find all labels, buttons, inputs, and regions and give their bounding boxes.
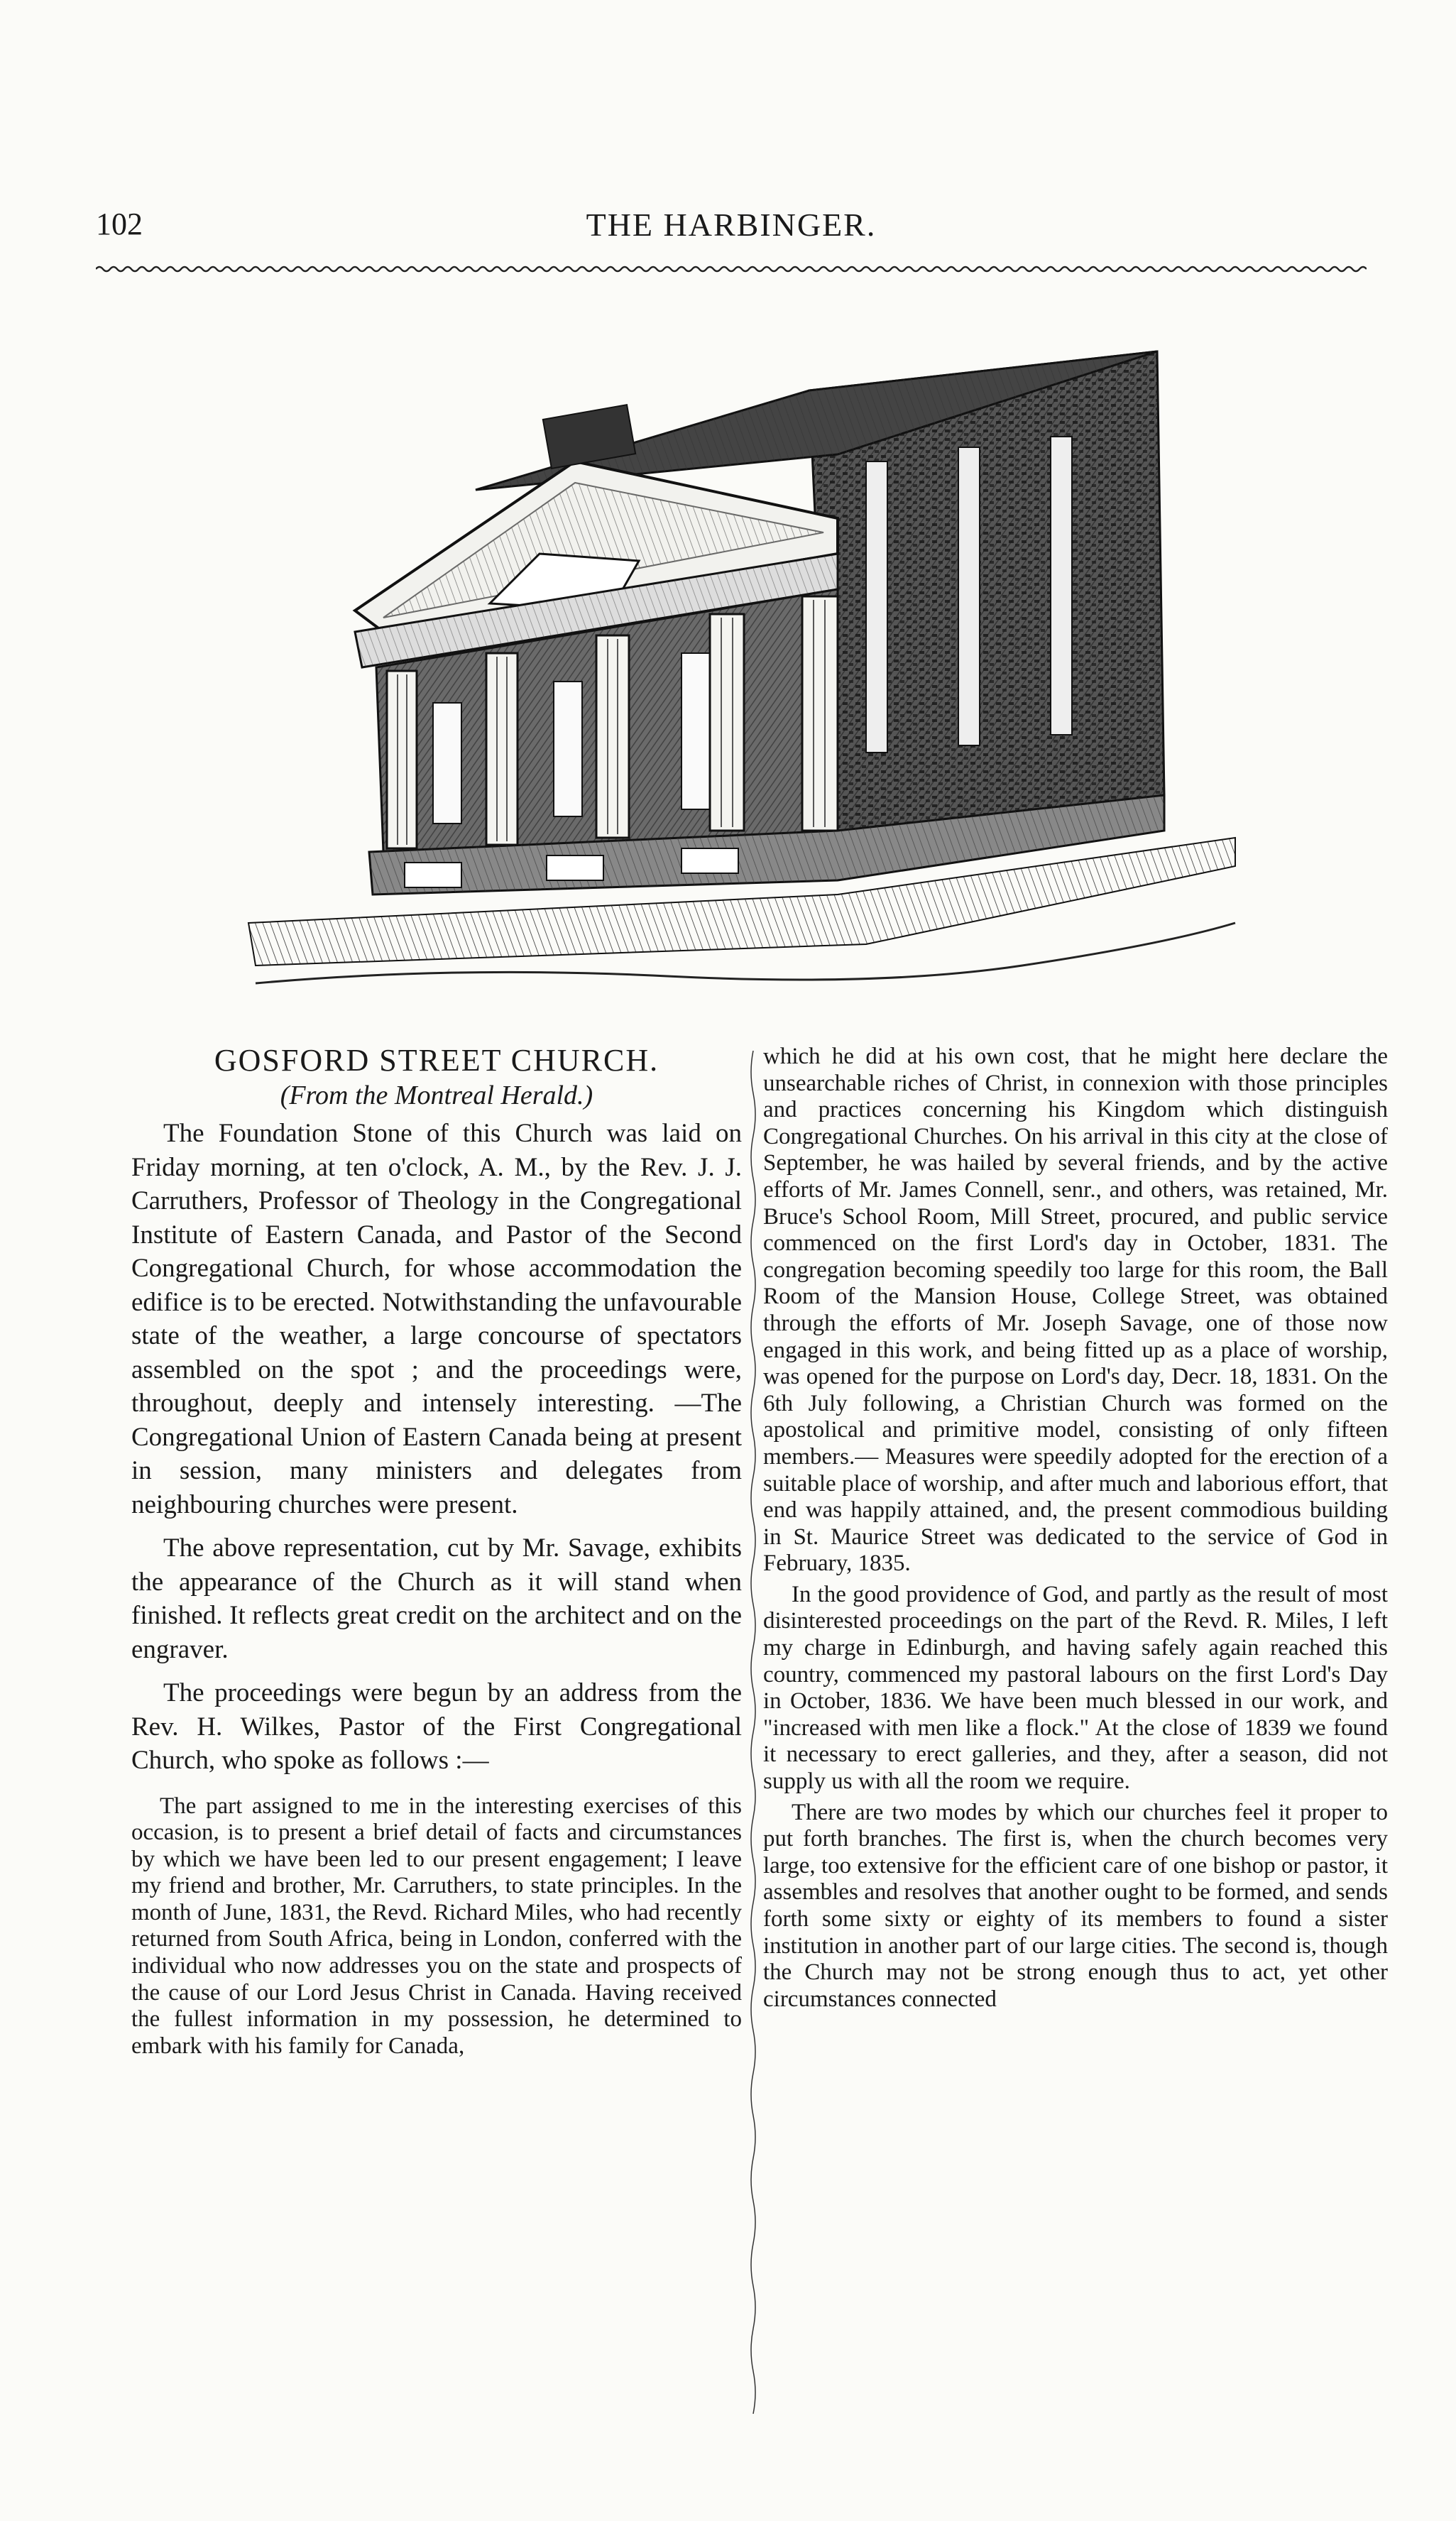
page-header bbox=[96, 206, 1367, 248]
article-paragraph: which he did at his own cost, that he might here declare the unsearchable riches of Christ, in connexion with those principles and practices concerning his Kingdom which distinguish Congregational Churches. On his arrival in this city at the close of September, he was hailed by several friends, and by the active efforts of Mr. James Connell, senr., and others, was retained, Mr. Bruce's School Room, Mill Street, procured, and public service commenced on the first Lord's day in October, 1831. The congregation becoming speedily too large for this room, the Ball Room of the Mansion House, College Street, was obtained through the efforts of Mr. Joseph Savage, one of those now engaged in this work, and being fitted up as a place of worship, was opened for the purpose on Lord's day, Decr. 18, 1831. On the 6th July following, a Christian Church was formed on the apostolical and primitive model, consisting of only fifteen members.— Measures were speedily adopted for the erection of a suitable place of worship, and after much and laborious effort, that end was happily attained, and, the present commodious building in St. Maurice Street was dedicated to the service of God in February, 1835. bbox=[763, 1044, 1388, 1577]
wavy-rule-divider bbox=[96, 264, 1367, 274]
left-column bbox=[131, 1044, 742, 2083]
right-column bbox=[763, 1044, 1388, 2013]
article-paragraph: In the good providence of God, and partly as the result of most disinterested proceedings on the part of the Revd. R. Miles, I left my charge in Edinburgh, and having safely again reached this country, commenced my pastoral labours on the first Lord's Day in October, 1836. We have been much blessed in our work, and "increased with men like a flock." At the close of 1839 we found it necessary to erect galleries, and they, after a season, did not supply us with all the room we require. bbox=[763, 1581, 1388, 1795]
article-source: (From the Montreal Herald.) bbox=[280, 1080, 593, 1110]
article-title: GOSFORD STREET CHURCH. bbox=[214, 1043, 659, 1078]
article-paragraph: There are two modes by which our churches feel it proper to put forth branches. The first is, when the church becomes very large, too extensive for the efficient care of one bishop or pastor, it assembles and resolves that another ought to be formed, and sends forth some sixty or eighty of its members to found a sister institution in another part of our large cities. The second is, though the Church may not be strong enough thus to act, yet other circumstances connected bbox=[763, 1799, 1388, 2012]
page-number: 102 bbox=[96, 207, 143, 241]
address-quote: The part assigned to me in the interesting exercises of this occasion, is to present a brief detail of facts and circumstances by which we have been led to our present engagement; I leave my friend and brother, Mr. Carruthers, to state principles. In the month of June, 1831, the Revd. Richard Miles, who had recently returned from South Africa, being in London, conferred with the individual who now addresses you on the state and prospects of the cause of our Lord Jesus Christ in Canada. Having received the fullest information in my possession, he determined to embark with his family for Canada, bbox=[131, 1793, 742, 2059]
church-engraving-icon bbox=[241, 284, 1242, 1008]
article-paragraph: The above representation, cut by Mr. Savage, exhibits the appearance of the Church as it will stand when finished. It reflects great credit on the architect and on the engraver. bbox=[131, 1533, 742, 1664]
running-head: THE HARBINGER. bbox=[586, 207, 877, 243]
article-paragraph: The proceedings were begun by an address from the Rev. H. Wilkes, Pastor of the First Congregational Church, who spoke as follows :— bbox=[131, 1678, 742, 1775]
article-paragraph: The Foundation Stone of this Church was laid on Friday morning, at ten o'clock, A. M., by the Rev. J. J. Carruthers, Professor of Theology in the Congregational Institute of Eastern Canada, and Pastor of the Second Congregational Church, for whose accommodation the edifice is to be erected. Notwithstanding the unfavourable state of the weather, a large concourse of spectators assembled on the spot ; and the proceedings were, throughout, deeply and intensely interesting. —The Congregational Union of Eastern Canada being at present in session, many ministers and delegates from neighbouring churches were present. bbox=[131, 1119, 742, 1519]
column-divider-braces bbox=[749, 1051, 757, 2435]
